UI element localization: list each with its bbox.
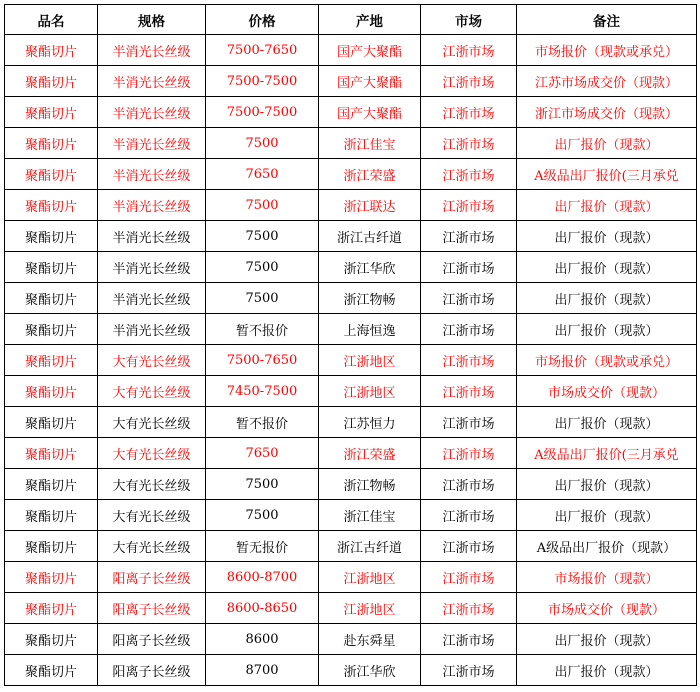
table-row (5, 159, 697, 190)
cell-product-name: 聚酯切片 (5, 438, 98, 469)
cell-market: 江浙市场 (421, 500, 517, 531)
cell-price: 7500 (206, 283, 319, 314)
table-row (5, 655, 697, 686)
cell-product-name: 聚酯切片 (5, 469, 98, 500)
cell-remarks: 出厂报价（现款） (517, 190, 697, 221)
cell-market: 江浙市场 (421, 314, 517, 345)
table-row (5, 593, 697, 624)
cell-product-name: 聚酯切片 (5, 35, 98, 66)
cell-origin: 浙江物畅 (319, 283, 421, 314)
table-body (5, 35, 697, 686)
cell-origin: 国产大聚酯 (319, 66, 421, 97)
table-row (5, 314, 697, 345)
cell-market: 江浙市场 (421, 438, 517, 469)
cell-remarks: 出厂报价（现款） (517, 283, 697, 314)
price-table (4, 4, 697, 686)
cell-product-name: 聚酯切片 (5, 159, 98, 190)
cell-market: 江浙市场 (421, 97, 517, 128)
cell-market: 江浙市场 (421, 345, 517, 376)
table-row (5, 500, 697, 531)
cell-price: 7500 (206, 500, 319, 531)
table-row (5, 128, 697, 159)
cell-price: 7500 (206, 190, 319, 221)
cell-market: 江浙市场 (421, 469, 517, 500)
cell-origin: 国产大聚酯 (319, 97, 421, 128)
cell-price: 7500 (206, 252, 319, 283)
cell-market: 江浙市场 (421, 190, 517, 221)
header-row (5, 5, 697, 35)
cell-product-name: 聚酯切片 (5, 624, 98, 655)
cell-origin: 浙江佳宝 (319, 500, 421, 531)
cell-spec: 大有光长丝级 (98, 469, 206, 500)
cell-remarks: 浙江市场成交价（现款） (517, 97, 697, 128)
cell-remarks: 出厂报价（现款） (517, 252, 697, 283)
cell-origin: 浙江荣盛 (319, 438, 421, 469)
cell-product-name: 聚酯切片 (5, 252, 98, 283)
cell-spec: 大有光长丝级 (98, 438, 206, 469)
cell-remarks: 出厂报价（现款） (517, 469, 697, 500)
cell-product-name: 聚酯切片 (5, 345, 98, 376)
cell-origin: 浙江华欣 (319, 655, 421, 686)
cell-origin: 浙江古纤道 (319, 531, 421, 562)
table-row (5, 252, 697, 283)
cell-price: 7650 (206, 159, 319, 190)
cell-remarks: 出厂报价（现款） (517, 500, 697, 531)
cell-spec: 阳离子长丝级 (98, 593, 206, 624)
cell-product-name: 聚酯切片 (5, 190, 98, 221)
table-row (5, 97, 697, 128)
table-row (5, 345, 697, 376)
cell-spec: 半消光长丝级 (98, 97, 206, 128)
cell-origin: 江浙地区 (319, 593, 421, 624)
cell-market: 江浙市场 (421, 221, 517, 252)
cell-origin: 浙江华欣 (319, 252, 421, 283)
cell-remarks: A级品出厂报价(三月承兑 (517, 438, 697, 469)
cell-origin: 浙江荣盛 (319, 159, 421, 190)
cell-remarks: 市场报价（现款或承兑） (517, 345, 697, 376)
cell-origin: 江苏恒力 (319, 407, 421, 438)
cell-market: 江浙市场 (421, 562, 517, 593)
cell-product-name: 聚酯切片 (5, 593, 98, 624)
cell-product-name: 聚酯切片 (5, 97, 98, 128)
cell-price: 8600 (206, 624, 319, 655)
cell-market: 江浙市场 (421, 35, 517, 66)
cell-spec: 半消光长丝级 (98, 314, 206, 345)
cell-remarks: 出厂报价（现款） (517, 407, 697, 438)
cell-origin: 江浙地区 (319, 562, 421, 593)
header-spec: 规格 (98, 5, 206, 35)
cell-market: 江浙市场 (421, 66, 517, 97)
cell-market: 江浙市场 (421, 593, 517, 624)
header-remarks: 备注 (517, 5, 697, 35)
cell-product-name: 聚酯切片 (5, 66, 98, 97)
cell-remarks: 出厂报价（现款） (517, 624, 697, 655)
table-row (5, 221, 697, 252)
table-row (5, 190, 697, 221)
cell-price: 暂无报价 (206, 531, 319, 562)
cell-price: 7450-7500 (206, 376, 319, 407)
cell-market: 江浙市场 (421, 655, 517, 686)
cell-spec: 阳离子长丝级 (98, 655, 206, 686)
cell-remarks: A级品出厂报价（现款） (517, 531, 697, 562)
cell-price: 7500-7650 (206, 35, 319, 66)
cell-remarks: A级品出厂报价(三月承兑 (517, 159, 697, 190)
table-row (5, 562, 697, 593)
table-row (5, 469, 697, 500)
cell-spec: 大有光长丝级 (98, 531, 206, 562)
cell-market: 江浙市场 (421, 252, 517, 283)
cell-origin: 江浙地区 (319, 376, 421, 407)
table-row (5, 283, 697, 314)
cell-origin: 浙江古纤道 (319, 221, 421, 252)
cell-origin: 浙江联达 (319, 190, 421, 221)
cell-spec: 半消光长丝级 (98, 221, 206, 252)
cell-product-name: 聚酯切片 (5, 407, 98, 438)
table-row (5, 35, 697, 66)
cell-spec: 半消光长丝级 (98, 35, 206, 66)
cell-product-name: 聚酯切片 (5, 655, 98, 686)
cell-spec: 大有光长丝级 (98, 345, 206, 376)
cell-remarks: 市场报价（现款） (517, 562, 697, 593)
cell-origin: 浙江物畅 (319, 469, 421, 500)
cell-remarks: 市场成交价（现款） (517, 593, 697, 624)
cell-spec: 半消光长丝级 (98, 159, 206, 190)
cell-product-name: 聚酯切片 (5, 531, 98, 562)
cell-origin: 赴东舜星 (319, 624, 421, 655)
cell-product-name: 聚酯切片 (5, 562, 98, 593)
header-product-name: 品名 (5, 5, 98, 35)
cell-market: 江浙市场 (421, 128, 517, 159)
header-origin: 产地 (319, 5, 421, 35)
cell-price: 暂不报价 (206, 314, 319, 345)
cell-price: 7500 (206, 221, 319, 252)
cell-remarks: 出厂报价（现款） (517, 128, 697, 159)
cell-product-name: 聚酯切片 (5, 128, 98, 159)
cell-spec: 半消光长丝级 (98, 190, 206, 221)
cell-price: 7500 (206, 128, 319, 159)
cell-market: 江浙市场 (421, 407, 517, 438)
cell-product-name: 聚酯切片 (5, 500, 98, 531)
header-price: 价格 (206, 5, 319, 35)
cell-market: 江浙市场 (421, 283, 517, 314)
cell-remarks: 出厂报价（现款） (517, 221, 697, 252)
cell-spec: 大有光长丝级 (98, 500, 206, 531)
cell-remarks: 出厂报价（现款） (517, 655, 697, 686)
cell-price: 7500-7500 (206, 97, 319, 128)
cell-spec: 半消光长丝级 (98, 66, 206, 97)
cell-market: 江浙市场 (421, 159, 517, 190)
cell-price: 7500 (206, 469, 319, 500)
cell-market: 江浙市场 (421, 376, 517, 407)
header-market: 市场 (421, 5, 517, 35)
cell-product-name: 聚酯切片 (5, 314, 98, 345)
table-row (5, 376, 697, 407)
cell-remarks: 市场报价（现款或承兑） (517, 35, 697, 66)
cell-price: 暂不报价 (206, 407, 319, 438)
cell-price: 7650 (206, 438, 319, 469)
cell-spec: 半消光长丝级 (98, 283, 206, 314)
cell-product-name: 聚酯切片 (5, 221, 98, 252)
cell-origin: 江浙地区 (319, 345, 421, 376)
table-row (5, 624, 697, 655)
cell-remarks: 出厂报价（现款） (517, 314, 697, 345)
cell-spec: 阳离子长丝级 (98, 624, 206, 655)
cell-origin: 浙江佳宝 (319, 128, 421, 159)
cell-spec: 半消光长丝级 (98, 128, 206, 159)
cell-price: 8600-8650 (206, 593, 319, 624)
cell-origin: 国产大聚酯 (319, 35, 421, 66)
table-row (5, 66, 697, 97)
cell-price: 7500-7500 (206, 66, 319, 97)
cell-origin: 上海恒逸 (319, 314, 421, 345)
table-row (5, 531, 697, 562)
cell-remarks: 江苏市场成交价（现款） (517, 66, 697, 97)
cell-spec: 大有光长丝级 (98, 407, 206, 438)
cell-product-name: 聚酯切片 (5, 376, 98, 407)
cell-price: 7500-7650 (206, 345, 319, 376)
cell-price: 8700 (206, 655, 319, 686)
cell-spec: 阳离子长丝级 (98, 562, 206, 593)
cell-market: 江浙市场 (421, 531, 517, 562)
cell-market: 江浙市场 (421, 624, 517, 655)
cell-product-name: 聚酯切片 (5, 283, 98, 314)
cell-remarks: 市场成交价（现款） (517, 376, 697, 407)
table-row (5, 438, 697, 469)
cell-spec: 半消光长丝级 (98, 252, 206, 283)
table-row (5, 407, 697, 438)
cell-spec: 大有光长丝级 (98, 376, 206, 407)
cell-price: 8600-8700 (206, 562, 319, 593)
